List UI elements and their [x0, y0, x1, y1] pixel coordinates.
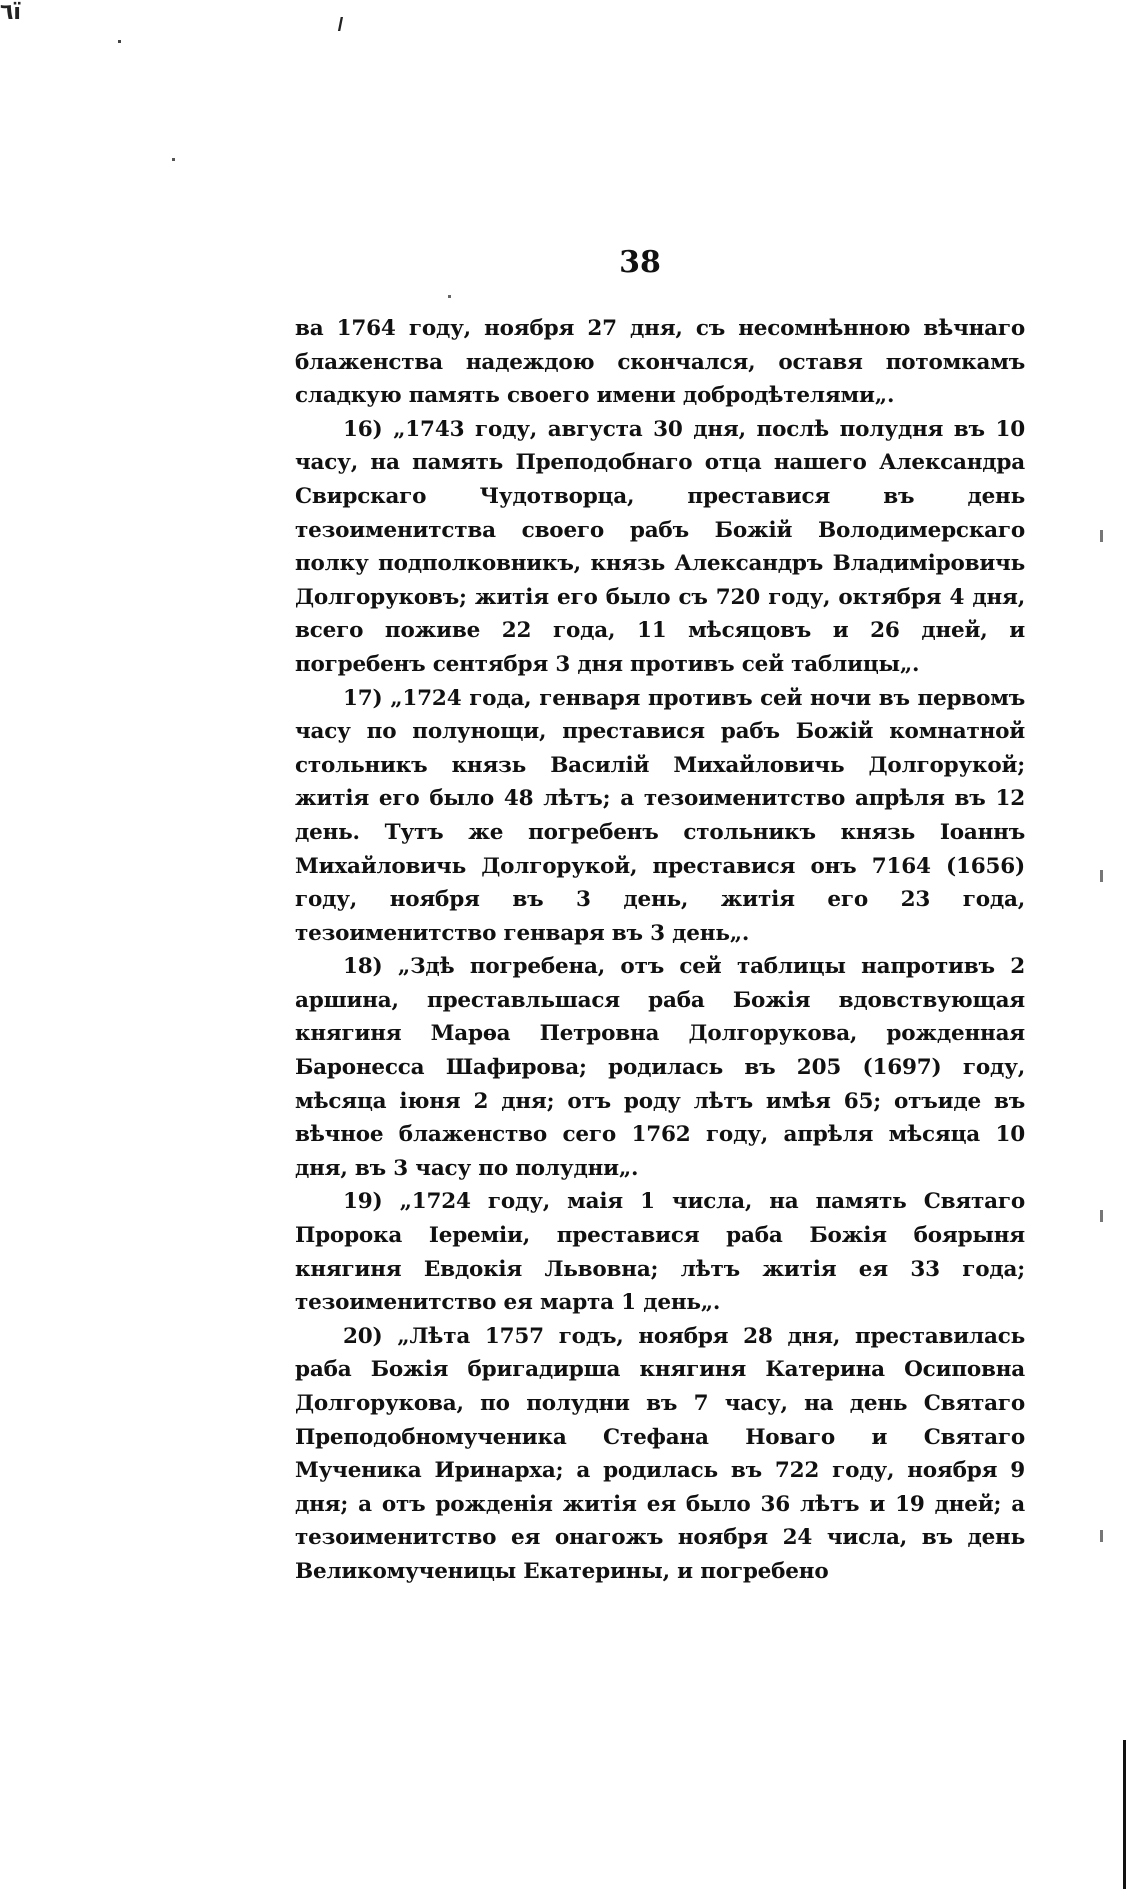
- paragraph-16: 16) „1743 году, августа 30 дня, послѣ полудня въ 10 часу, на память Преподобнаго отца нашего Александра Свирскаго Чудотворца, преставися въ день тезоименитства своего рабъ Божій Володимерскаго полку подполковникъ, князь Александръ Владиміровичь Долгоруковъ; житія его было съ 720 году, октября 4 дня, всего поживе 22 года, 11 мѣсяцовъ и 26 дней, и погребенъ сентября 3 дня противъ сей таблицы„.: [295, 416, 1025, 677]
- scan-speck: [448, 295, 451, 298]
- page-text: [295, 312, 1025, 1589]
- scan-top-mark: ı: [337, 8, 345, 38]
- scan-speck: [118, 40, 121, 43]
- scan-edge-tick: [1100, 1210, 1103, 1222]
- scan-edge-tick: [1100, 870, 1103, 882]
- paragraph-20: 20) „Лѣта 1757 годъ, ноября 28 дня, преставилась раба Божія бригадирша княгиня Катерина Осиповна Долгорукова, по полудни въ 7 часу, на день Святаго Преподобномученика Стефана Новаго и Святаго Мученика Иринарха; а родилась въ 722 году, ноября 9 дня; а отъ рожденія житія ея было 36 лѣтъ и 19 дней; а тезоименитство ея онагожъ ноября 24 числа, въ день Великомученицы Екатерины, и погребено: [295, 1323, 1025, 1584]
- paragraph-19: 19) „1724 году, маія 1 числа, на память Святаго Пророка Іереміи, преставися раба Божія боярыня княгиня Евдокія Львовна; лѣтъ житія ея 33 года; тезоименитство ея марта 1 день„.: [295, 1189, 1025, 1316]
- scan-speck: [172, 158, 175, 161]
- page-edge-line: [1123, 1740, 1126, 1889]
- paragraph-continuation: ва 1764 году, ноября 27 дня, съ несомнѣнною вѣчнаго блаженства надеждою скончался, оставя потомкамъ сладкую память своего имени добродѣтелями„.: [295, 316, 1025, 409]
- scan-edge-tick: [1100, 1530, 1103, 1542]
- page-number: 38: [619, 245, 661, 280]
- paragraph-18: 18) „Здѣ погребена, отъ сей таблицы напротивъ 2 аршина, преставльшася раба Божія вдовствующая княгиня Марѳа Петровна Долгорукова, рожденная Баронесса Шафирова; родилась въ 205 (1697) году, мѣсяца іюня 2 дня; отъ роду лѣтъ имѣя 65; отъиде въ вѣчное блаженство сего 1762 году, апрѣля мѣсяца 10 дня, въ 3 часу по полудни„.: [295, 954, 1025, 1181]
- scan-corner-mark: ٦ї: [0, 0, 21, 25]
- paragraph-17: 17) „1724 года, генваря противъ сей ночи въ первомъ часу по полунощи, преставися рабъ Божій комнатной стольникъ князь Василій Михайловичь Долгорукой; житія его было 48 лѣтъ; а тезоименитство апрѣля въ 12 день. Тутъ же погребенъ стольникъ князь Іоаннъ Михайловичь Долгорукой, преставися онъ 7164 (1656) году, ноября въ 3 день, житія его 23 года, тезоименитство генваря въ 3 день„.: [295, 685, 1025, 946]
- scan-edge-tick: [1100, 530, 1103, 542]
